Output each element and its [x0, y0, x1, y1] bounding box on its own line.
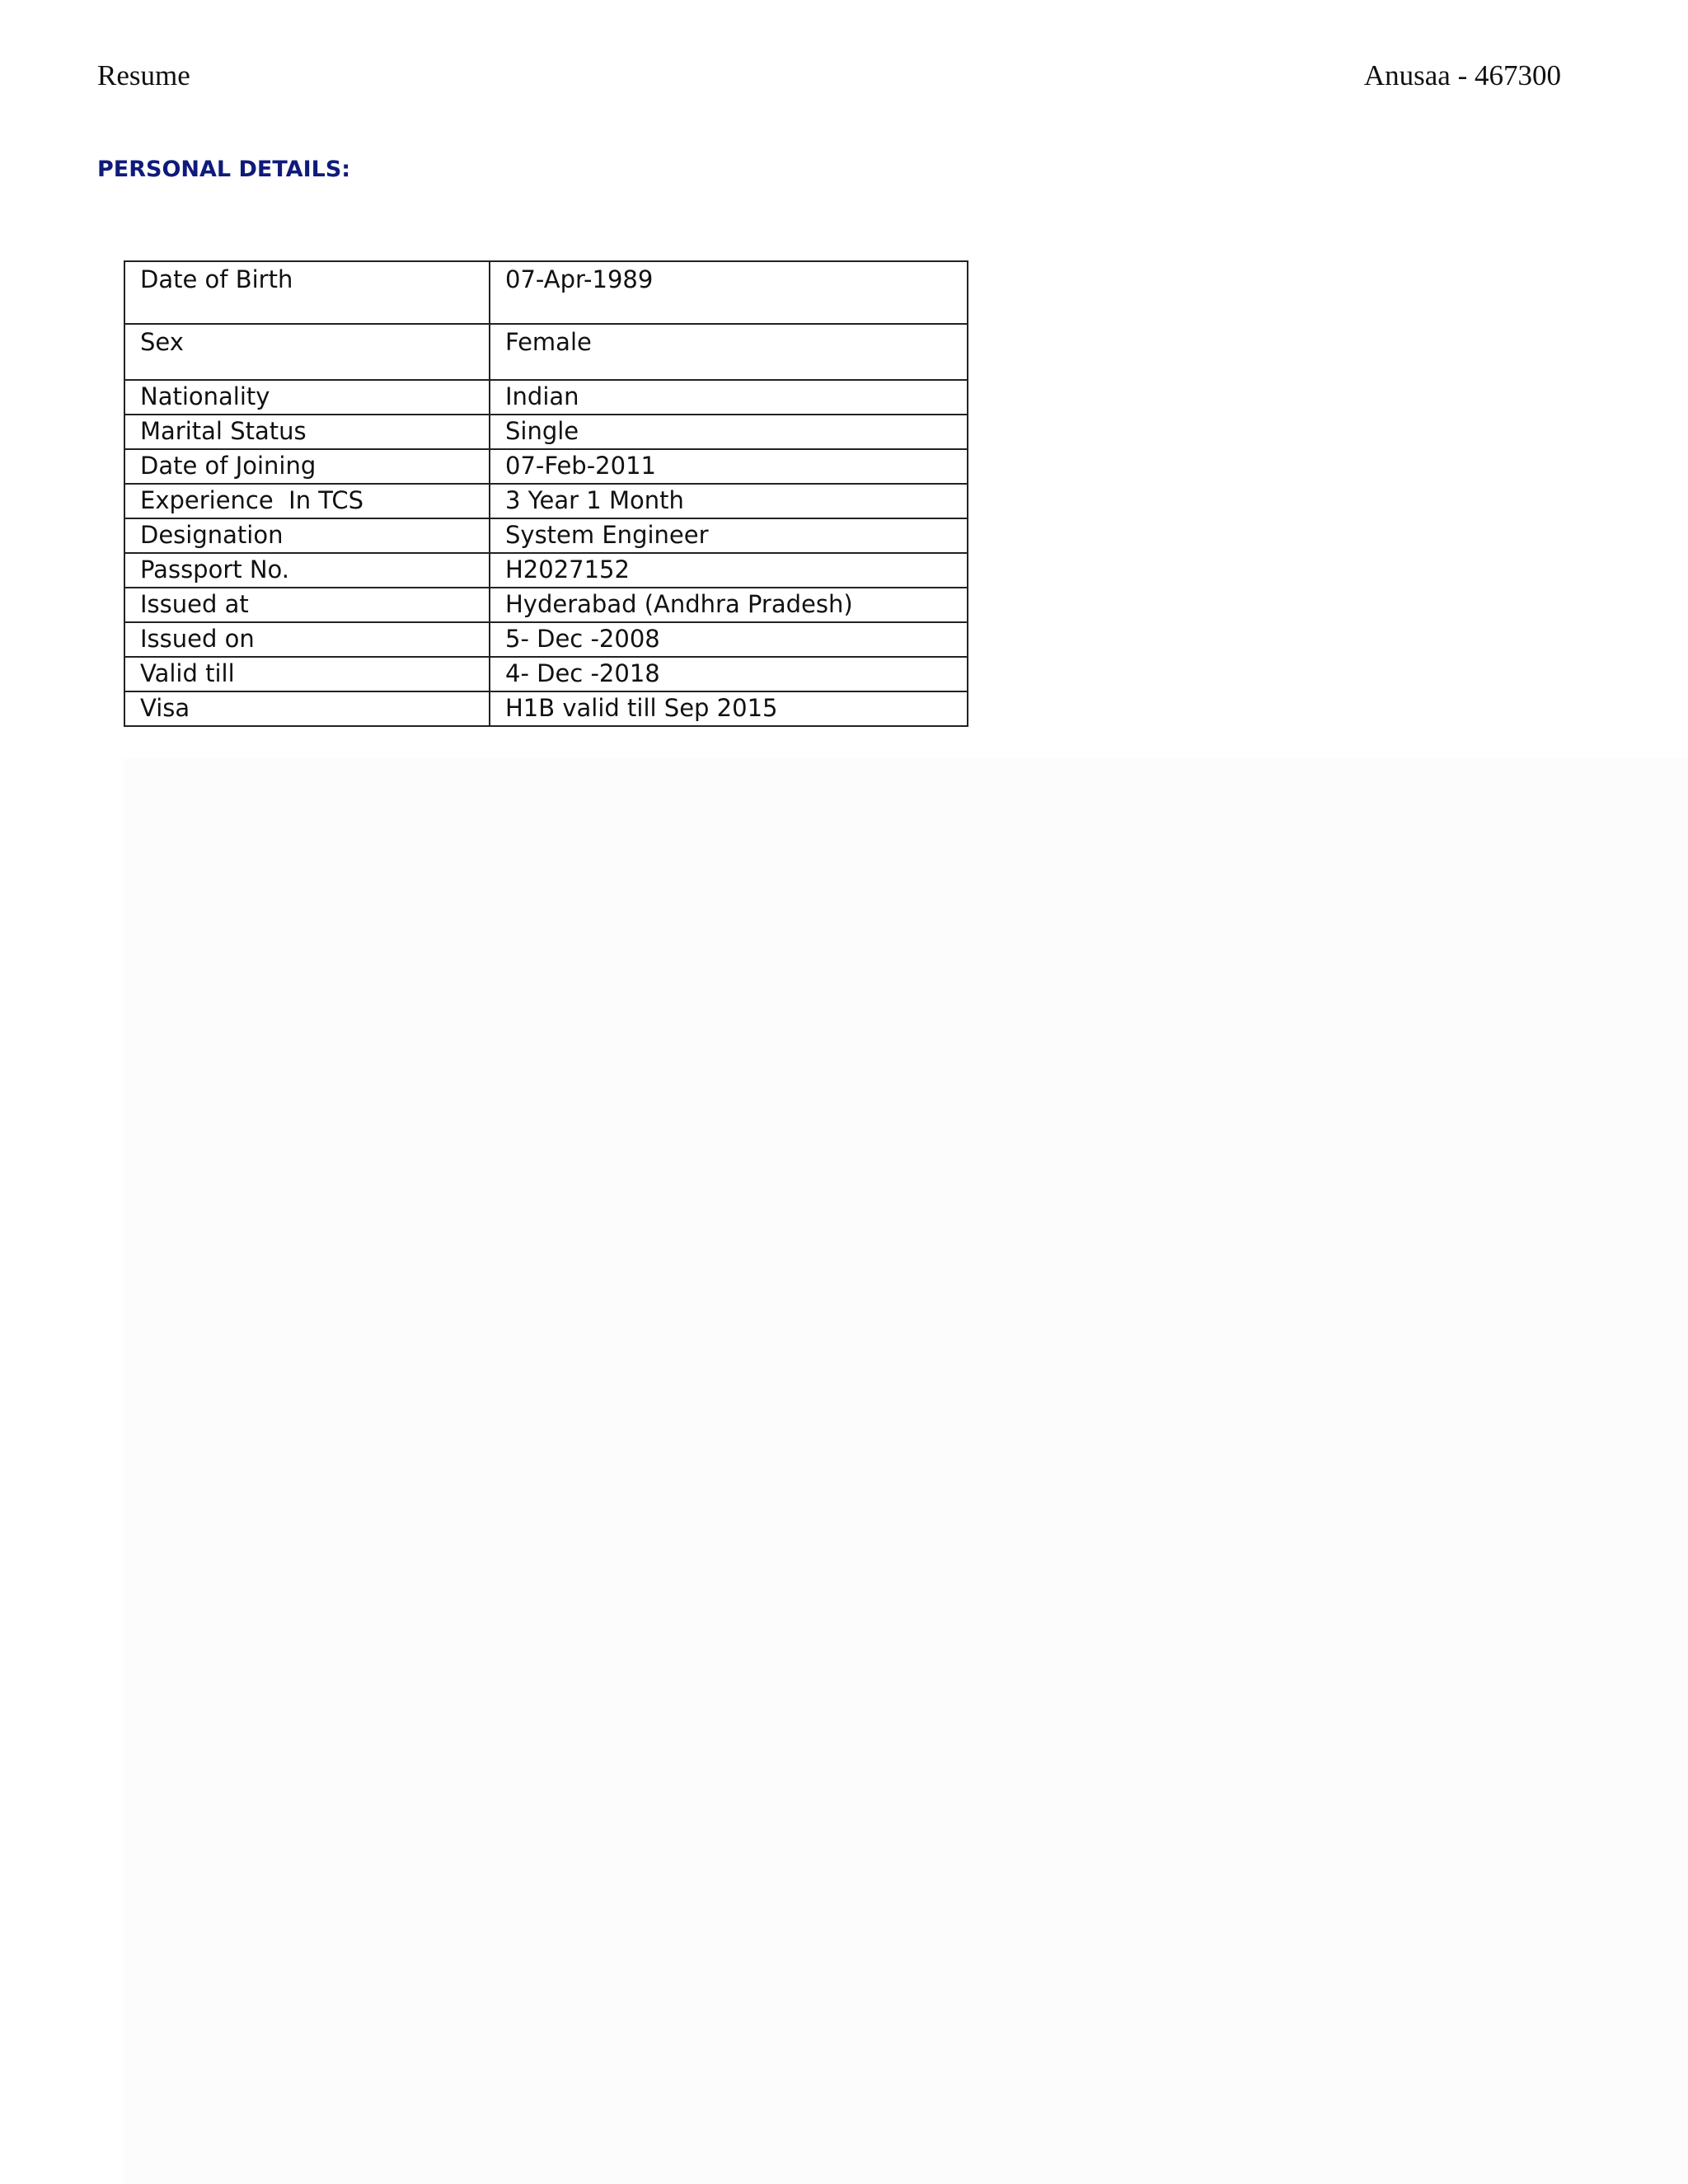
table-row — [124, 324, 968, 380]
detail-label: Issued on — [124, 622, 490, 657]
detail-value: 07-Feb-2011 — [490, 449, 968, 484]
table-row — [124, 518, 968, 553]
detail-value: Indian — [490, 380, 968, 415]
detail-value: Female — [490, 324, 968, 380]
table-row — [124, 449, 968, 484]
table-row — [124, 588, 968, 622]
header-title: Resume — [97, 59, 190, 91]
header-candidate-id: Anusaa - 467300 — [1363, 59, 1561, 91]
detail-label: Experience In TCS — [124, 484, 490, 518]
table-row — [124, 691, 968, 726]
personal-details-table — [124, 260, 968, 727]
table-row — [124, 380, 968, 415]
detail-value: System Engineer — [490, 518, 968, 553]
table-row — [124, 415, 968, 449]
detail-label: Passport No. — [124, 553, 490, 588]
detail-value: 3 Year 1 Month — [490, 484, 968, 518]
detail-value: Single — [490, 415, 968, 449]
table-row — [124, 622, 968, 657]
detail-value: Hyderabad (Andhra Pradesh) — [490, 588, 968, 622]
detail-label: Designation — [124, 518, 490, 553]
detail-value: 4- Dec -2018 — [490, 657, 968, 691]
detail-value: H2027152 — [490, 553, 968, 588]
detail-value: 07-Apr-1989 — [490, 261, 968, 324]
detail-label: Issued at — [124, 588, 490, 622]
table-row — [124, 261, 968, 324]
page-background — [124, 758, 1688, 2184]
detail-label: Valid till — [124, 657, 490, 691]
detail-label: Date of Birth — [124, 261, 490, 324]
detail-label: Marital Status — [124, 415, 490, 449]
detail-value: 5- Dec -2008 — [490, 622, 968, 657]
detail-label: Nationality — [124, 380, 490, 415]
section-title: PERSONAL DETAILS: — [97, 157, 351, 182]
table-row — [124, 657, 968, 691]
table-row — [124, 553, 968, 588]
detail-label: Visa — [124, 691, 490, 726]
detail-label: Date of Joining — [124, 449, 490, 484]
detail-label: Sex — [124, 324, 490, 380]
detail-value: H1B valid till Sep 2015 — [490, 691, 968, 726]
table-row — [124, 484, 968, 518]
